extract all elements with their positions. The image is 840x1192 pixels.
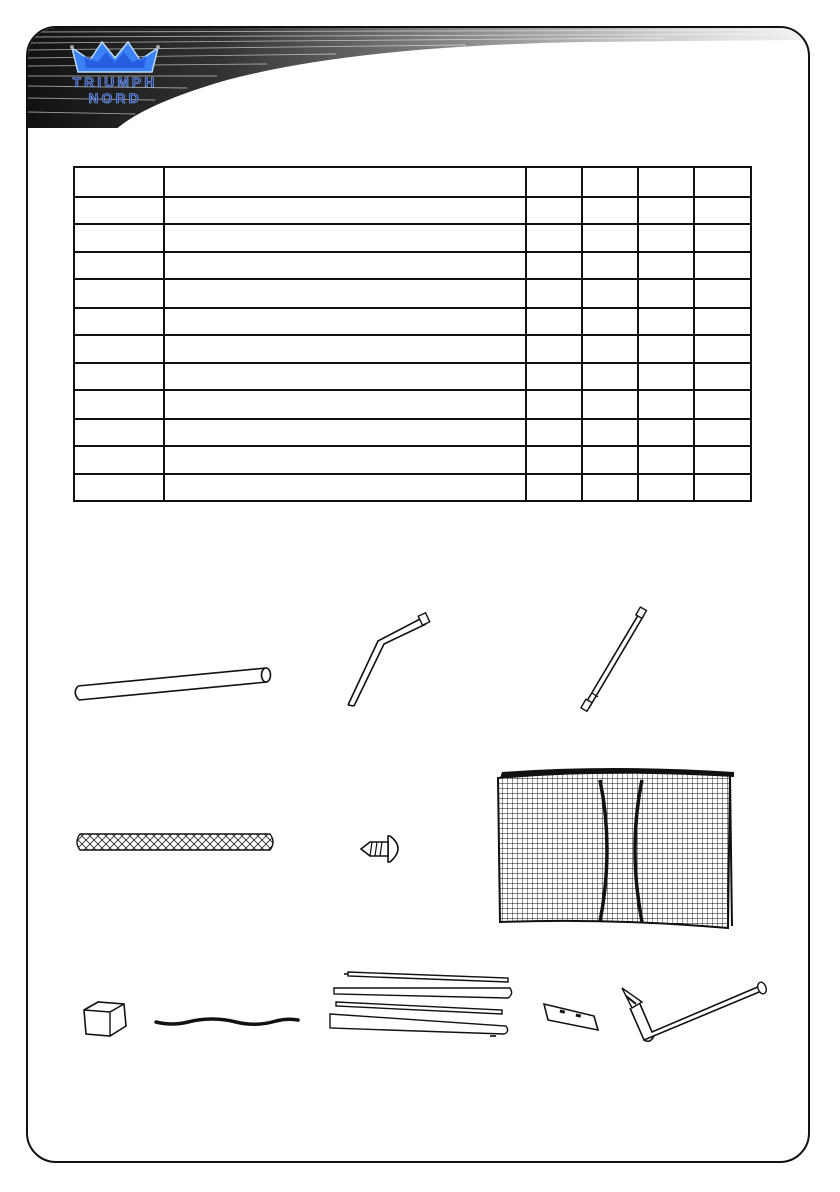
table-cell bbox=[694, 419, 751, 446]
table-cell bbox=[694, 446, 751, 474]
table-cell bbox=[582, 419, 638, 446]
table-row bbox=[74, 252, 751, 279]
table-row bbox=[74, 446, 751, 474]
table-cell bbox=[74, 390, 164, 419]
screw-part bbox=[358, 832, 410, 866]
table-cell bbox=[582, 308, 638, 335]
cord-part bbox=[152, 1010, 302, 1034]
table-cell bbox=[638, 308, 694, 335]
table-cell bbox=[164, 197, 526, 224]
table-cell bbox=[638, 474, 694, 501]
table-cell bbox=[582, 335, 638, 363]
brand-logo bbox=[50, 38, 180, 118]
table-cell bbox=[638, 335, 694, 363]
table-cell bbox=[74, 335, 164, 363]
table-cell bbox=[526, 224, 582, 252]
table-cell bbox=[164, 474, 526, 501]
fiberglass-rods-part bbox=[326, 966, 516, 1042]
tube-straight-part bbox=[70, 658, 275, 706]
table-cell bbox=[582, 279, 638, 308]
table-row bbox=[74, 167, 751, 197]
table-cell bbox=[638, 446, 694, 474]
logo-text-line2: NORD bbox=[88, 90, 142, 106]
table-row bbox=[74, 363, 751, 390]
table-cell bbox=[526, 308, 582, 335]
table-cell bbox=[526, 252, 582, 279]
table-cell bbox=[164, 279, 526, 308]
table-cell bbox=[638, 279, 694, 308]
table-cell bbox=[164, 252, 526, 279]
table-cell bbox=[526, 197, 582, 224]
table-cell bbox=[164, 308, 526, 335]
table-cell bbox=[638, 252, 694, 279]
table-cell bbox=[582, 390, 638, 419]
end-cap-part bbox=[80, 996, 130, 1040]
table-cell bbox=[582, 474, 638, 501]
table-cell bbox=[694, 308, 751, 335]
table-cell bbox=[694, 224, 751, 252]
table-cell bbox=[74, 446, 164, 474]
table-cell bbox=[638, 390, 694, 419]
table-row bbox=[74, 335, 751, 363]
table-cell bbox=[526, 363, 582, 390]
table-cell bbox=[164, 167, 526, 197]
table-cell bbox=[694, 390, 751, 419]
table-cell bbox=[638, 363, 694, 390]
pole-bent-part bbox=[340, 608, 440, 710]
table-cell bbox=[526, 167, 582, 197]
table-cell bbox=[694, 363, 751, 390]
table-cell bbox=[582, 252, 638, 279]
table-cell bbox=[694, 197, 751, 224]
table-cell bbox=[638, 167, 694, 197]
table-cell bbox=[164, 419, 526, 446]
table-cell bbox=[638, 419, 694, 446]
table-row bbox=[74, 308, 751, 335]
table-cell bbox=[74, 419, 164, 446]
table-row bbox=[74, 279, 751, 308]
table-cell bbox=[164, 224, 526, 252]
table-row bbox=[74, 390, 751, 419]
table-cell bbox=[526, 446, 582, 474]
crown-icon bbox=[50, 38, 180, 78]
table-cell bbox=[164, 363, 526, 390]
table-cell bbox=[582, 224, 638, 252]
table-row bbox=[74, 419, 751, 446]
parts-table bbox=[73, 166, 752, 502]
table-cell bbox=[526, 279, 582, 308]
table-cell bbox=[638, 224, 694, 252]
table-cell bbox=[74, 474, 164, 501]
foam-sleeve-part bbox=[74, 828, 278, 856]
table-cell bbox=[526, 419, 582, 446]
table-cell bbox=[582, 446, 638, 474]
table-row bbox=[74, 474, 751, 501]
rod-straight-part bbox=[576, 606, 648, 712]
connector-sleeve-part bbox=[538, 996, 602, 1038]
table-cell bbox=[74, 224, 164, 252]
safety-net-part bbox=[492, 768, 742, 932]
table-cell bbox=[74, 363, 164, 390]
table-row bbox=[74, 224, 751, 252]
table-cell bbox=[694, 167, 751, 197]
table-cell bbox=[164, 390, 526, 419]
table-cell bbox=[582, 167, 638, 197]
table-cell bbox=[74, 167, 164, 197]
table-cell bbox=[582, 363, 638, 390]
table-cell bbox=[526, 474, 582, 501]
table-row bbox=[74, 197, 751, 224]
table-cell bbox=[74, 197, 164, 224]
table-cell bbox=[638, 197, 694, 224]
table-cell bbox=[164, 335, 526, 363]
table-cell bbox=[582, 197, 638, 224]
table-cell bbox=[74, 279, 164, 308]
table-cell bbox=[74, 308, 164, 335]
logo-text-line1: TRIUMPH bbox=[72, 74, 158, 90]
table-cell bbox=[74, 252, 164, 279]
table-cell bbox=[694, 252, 751, 279]
hex-wrench-part bbox=[614, 980, 774, 1054]
table-cell bbox=[526, 335, 582, 363]
table-cell bbox=[694, 474, 751, 501]
table-cell bbox=[694, 335, 751, 363]
table-cell bbox=[164, 446, 526, 474]
table-cell bbox=[694, 279, 751, 308]
table-cell bbox=[526, 390, 582, 419]
